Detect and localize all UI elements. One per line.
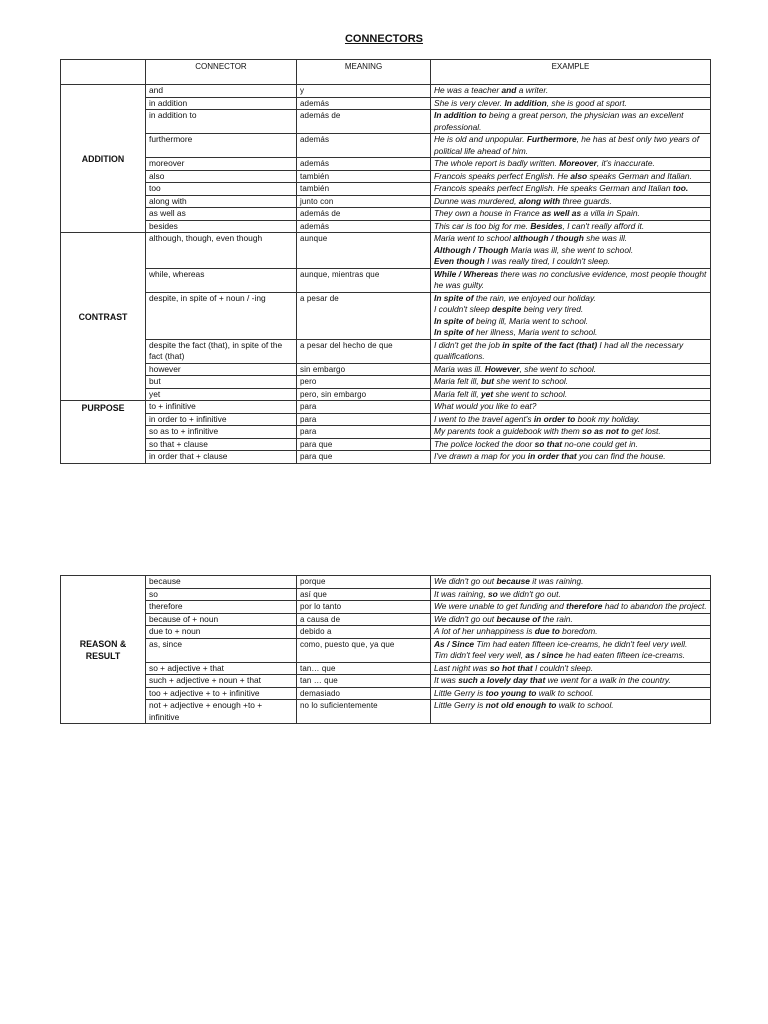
example-cell: Maria was ill. However, she went to school. (431, 363, 711, 376)
table-row (61, 601, 711, 614)
example-cell: He was a teacher and a writer. (431, 85, 711, 98)
meaning-cell: debido a (297, 626, 431, 639)
meaning-cell: también (297, 183, 431, 196)
table-row (61, 438, 711, 451)
connectors-table-1 (60, 59, 711, 464)
table-row (61, 363, 711, 376)
table-row (61, 183, 711, 196)
example-cell: Maria felt ill, but she went to school. (431, 376, 711, 389)
table-row (61, 662, 711, 675)
connector-cell: so (146, 588, 297, 601)
connector-cell: so + adjective + that (146, 662, 297, 675)
meaning-cell: no lo suficientemente (297, 700, 431, 724)
table-row (61, 401, 711, 414)
table-row (61, 292, 711, 339)
category-cell: REASON & RESULT (61, 576, 146, 724)
connector-cell: however (146, 363, 297, 376)
meaning-cell: junto con (297, 195, 431, 208)
table-row (61, 376, 711, 389)
example-cell: A lot of her unhappiness is due to boredom. (431, 626, 711, 639)
example-cell: While / Whereas there was no conclusive evidence, most people thought he was guilty. (431, 268, 711, 292)
connector-cell: due to + noun (146, 626, 297, 639)
meaning-cell: tan … que (297, 675, 431, 688)
table-row (61, 97, 711, 110)
table-row (61, 134, 711, 158)
example-cell: She is very clever. In addition, she is good at sport. (431, 97, 711, 110)
example-cell: We didn't go out because it was raining. (431, 576, 711, 589)
connector-cell: in order that + clause (146, 451, 297, 464)
example-cell: My parents took a guidebook with them so as not to get lost. (431, 426, 711, 439)
meaning-cell: además (297, 134, 431, 158)
meaning-cell: para (297, 426, 431, 439)
category-cell: PURPOSE (61, 401, 146, 464)
example-cell: This car is too big for me. Besides, I can't really afford it. (431, 220, 711, 233)
connector-cell: furthermore (146, 134, 297, 158)
connector-cell: despite, in spite of + noun / -ing (146, 292, 297, 339)
header-meaning: MEANING (297, 60, 431, 85)
meaning-cell: además (297, 97, 431, 110)
table-row (61, 613, 711, 626)
connector-cell: therefore (146, 601, 297, 614)
example-cell: The whole report is badly written. Moreover, it's inaccurate. (431, 158, 711, 171)
example-cell: Maria went to school although / though she was ill. Although / Though Maria was ill, she went to school. Even though I was really tired, I couldn't sleep. (431, 233, 711, 269)
table-row (61, 426, 711, 439)
example-cell: Dunne was murdered, along with three guards. (431, 195, 711, 208)
example-cell: In spite of the rain, we enjoyed our holiday. I couldn't sleep despite being very tired. In spite of being ill, Maria went to school. In spite of her illness, Maria went to school. (431, 292, 711, 339)
table-row (61, 85, 711, 98)
example-cell: Little Gerry is too young to walk to school. (431, 687, 711, 700)
table-header-row (61, 60, 711, 85)
example-cell: I've drawn a map for you in order that you can find the house. (431, 451, 711, 464)
example-cell: What would you like to eat? (431, 401, 711, 414)
meaning-cell: para (297, 413, 431, 426)
connector-cell: too + adjective + to + infinitive (146, 687, 297, 700)
example-cell: Francois speaks perfect English. He speaks German and Italian too. (431, 183, 711, 196)
table-row (61, 451, 711, 464)
connector-cell: while, whereas (146, 268, 297, 292)
meaning-cell: sin embargo (297, 363, 431, 376)
example-cell: The police locked the door so that no-one could get in. (431, 438, 711, 451)
meaning-cell: además (297, 220, 431, 233)
table-row (61, 110, 711, 134)
connector-cell: because (146, 576, 297, 589)
connector-cell: although, though, even though (146, 233, 297, 269)
meaning-cell: para que (297, 438, 431, 451)
meaning-cell: a pesar de (297, 292, 431, 339)
header-example: EXAMPLE (431, 60, 711, 85)
table-row (61, 195, 711, 208)
connector-cell: but (146, 376, 297, 389)
meaning-cell: además (297, 158, 431, 171)
meaning-cell: por lo tanto (297, 601, 431, 614)
connectors-table-2 (60, 575, 711, 724)
connector-cell: too (146, 183, 297, 196)
table-row (61, 170, 711, 183)
meaning-cell: pero, sin embargo (297, 388, 431, 401)
table-row (61, 675, 711, 688)
example-cell: Maria felt ill, yet she went to school. (431, 388, 711, 401)
example-cell: I went to the travel agent's in order to book my holiday. (431, 413, 711, 426)
connector-cell: besides (146, 220, 297, 233)
table-row (61, 626, 711, 639)
meaning-cell: aunque, mientras que (297, 268, 431, 292)
example-cell: It was raining, so we didn't go out. (431, 588, 711, 601)
connector-cell: yet (146, 388, 297, 401)
meaning-cell: a causa de (297, 613, 431, 626)
meaning-cell: además de (297, 208, 431, 221)
connector-cell: despite the fact (that), in spite of the fact (that) (146, 339, 297, 363)
connector-cell: because of + noun (146, 613, 297, 626)
meaning-cell: para que (297, 451, 431, 464)
connector-cell: moreover (146, 158, 297, 171)
meaning-cell: porque (297, 576, 431, 589)
connector-cell: not + adjective + enough +to + infinitive (146, 700, 297, 724)
example-cell: We didn't go out because of the rain. (431, 613, 711, 626)
meaning-cell: además de (297, 110, 431, 134)
table-row (61, 208, 711, 221)
table-row (61, 687, 711, 700)
example-cell: As / Since Tim had eaten fifteen ice-creams, he didn't feel very well. Tim didn't feel very well, as / since he had eaten fifteen ice-creams. (431, 638, 711, 662)
example-cell: In addition to being a great person, the physician was an excellent professional. (431, 110, 711, 134)
table-row (61, 220, 711, 233)
connector-cell: so as to + infinitive (146, 426, 297, 439)
connector-cell: in order to + infinitive (146, 413, 297, 426)
meaning-cell: y (297, 85, 431, 98)
meaning-cell: como, puesto que, ya que (297, 638, 431, 662)
table-row (61, 388, 711, 401)
table-row (61, 588, 711, 601)
header-category (61, 60, 146, 85)
connector-cell: so that + clause (146, 438, 297, 451)
connector-cell: as, since (146, 638, 297, 662)
table-row (61, 339, 711, 363)
meaning-cell: tan… que (297, 662, 431, 675)
example-cell: It was such a lovely day that we went for a walk in the country. (431, 675, 711, 688)
table-row (61, 158, 711, 171)
table-row (61, 638, 711, 662)
example-cell: We were unable to get funding and therefore had to abandon the project. (431, 601, 711, 614)
page-title: CONNECTORS (344, 33, 424, 45)
table-row (61, 268, 711, 292)
category-cell: ADDITION (61, 85, 146, 233)
table-row (61, 576, 711, 589)
connector-cell: to + infinitive (146, 401, 297, 414)
table-row (61, 413, 711, 426)
meaning-cell: aunque (297, 233, 431, 269)
meaning-cell: demasiado (297, 687, 431, 700)
connector-cell: in addition to (146, 110, 297, 134)
meaning-cell: para (297, 401, 431, 414)
connector-cell: also (146, 170, 297, 183)
example-cell: I didn't get the job in spite of the fact (that) I had all the necessary qualifications. (431, 339, 711, 363)
meaning-cell: así que (297, 588, 431, 601)
example-cell: They own a house in France as well as a villa in Spain. (431, 208, 711, 221)
example-cell: Last night was so hot that I couldn't sleep. (431, 662, 711, 675)
meaning-cell: a pesar del hecho de que (297, 339, 431, 363)
table-row (61, 233, 711, 269)
connector-cell: and (146, 85, 297, 98)
example-cell: Little Gerry is not old enough to walk to school. (431, 700, 711, 724)
connector-cell: along with (146, 195, 297, 208)
connector-cell: as well as (146, 208, 297, 221)
connector-cell: such + adjective + noun + that (146, 675, 297, 688)
header-connector: CONNECTOR (146, 60, 297, 85)
meaning-cell: pero (297, 376, 431, 389)
example-cell: Francois speaks perfect English. He also speaks German and Italian. (431, 170, 711, 183)
example-cell: He is old and unpopular. Furthermore, he has at best only two years of political life ahead of him. (431, 134, 711, 158)
category-cell: CONTRAST (61, 233, 146, 401)
table-row (61, 700, 711, 724)
meaning-cell: también (297, 170, 431, 183)
connector-cell: in addition (146, 97, 297, 110)
